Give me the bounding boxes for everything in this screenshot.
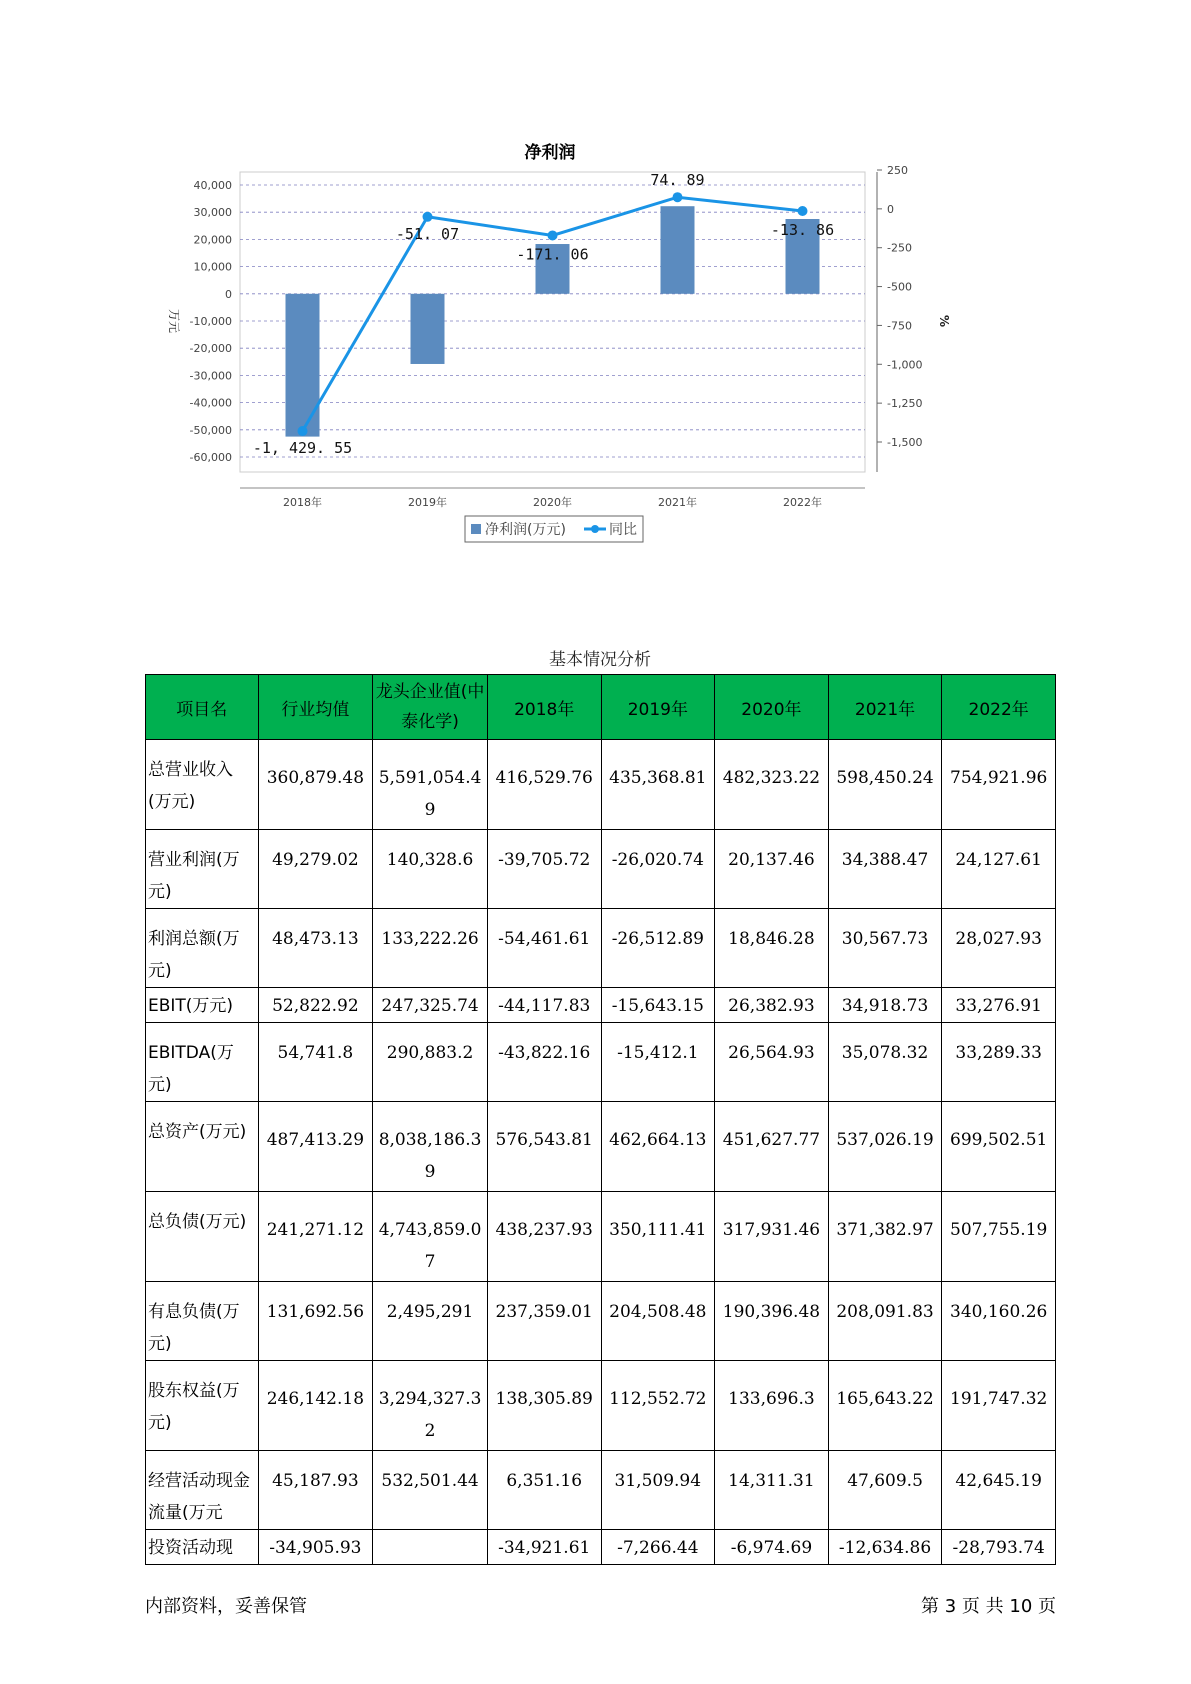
row-label-cell: 总负债(万元) — [146, 1192, 259, 1282]
table-cell: 47,609.5 — [828, 1451, 942, 1530]
table-cell: 699,502.51 — [942, 1102, 1056, 1192]
table-cell: -28,793.74 — [942, 1530, 1056, 1565]
header-item-name: 项目名 — [146, 675, 259, 740]
footer-page-number: 第 3 页 共 10 页 — [921, 1596, 1056, 1617]
y-tick-label: -40,000 — [189, 396, 232, 410]
y2-tick-label: 250 — [887, 164, 908, 177]
footer-confidential: 内部资料，妥善保管 — [145, 1596, 307, 1617]
y-tick-label: 0 — [225, 287, 232, 301]
row-label-cell: 营业利润(万元) — [146, 830, 259, 909]
table-cell: 507,755.19 — [942, 1192, 1056, 1282]
table-cell: 34,388.47 — [828, 830, 942, 909]
table-cell: 133,696.3 — [715, 1361, 829, 1451]
row-label-cell: 投资活动现 — [146, 1530, 259, 1565]
table-cell: -43,822.16 — [487, 1023, 601, 1102]
table-row — [146, 988, 1056, 1023]
table-cell: 54,741.8 — [258, 1023, 373, 1102]
header-2018: 2018年 — [487, 675, 601, 740]
table-cell: 131,692.56 — [258, 1282, 373, 1361]
table-cell: -7,266.44 — [601, 1530, 715, 1565]
table-cell: 340,160.26 — [942, 1282, 1056, 1361]
table-cell: 451,627.77 — [715, 1102, 829, 1192]
table-cell: 241,271.12 — [258, 1192, 373, 1282]
table-cell: 8,038,186.39 — [373, 1102, 488, 1192]
table-cell: 48,473.13 — [258, 909, 373, 988]
table-cell: 49,279.02 — [258, 830, 373, 909]
table-cell: 290,883.2 — [373, 1023, 488, 1102]
y-tick-label: -30,000 — [189, 369, 232, 383]
y-tick-label: 40,000 — [193, 179, 232, 192]
x-tick-label: 2019年 — [408, 496, 447, 509]
bar-net-profit — [661, 206, 695, 294]
table-cell: 438,237.93 — [487, 1192, 601, 1282]
header-2019: 2019年 — [601, 675, 715, 740]
table-cell: -34,921.61 — [487, 1530, 601, 1565]
x-tick-label: 2022年 — [783, 496, 822, 509]
header-2021: 2021年 — [828, 675, 942, 740]
table-row — [146, 740, 1056, 830]
line-point — [298, 426, 308, 436]
table-cell: 247,325.74 — [373, 988, 488, 1023]
y-tick-label: -10,000 — [189, 315, 232, 328]
table-cell: 754,921.96 — [942, 740, 1056, 830]
table-cell: 208,091.83 — [828, 1282, 942, 1361]
table-header-row — [146, 675, 1056, 740]
chart-legend — [465, 516, 643, 542]
y2-tick-label: -1,000 — [887, 358, 923, 372]
x-tick-label: 2018年 — [283, 496, 322, 509]
analysis-table — [145, 674, 1056, 1565]
table-cell: -15,412.1 — [601, 1023, 715, 1102]
table-row — [146, 1102, 1056, 1192]
table-row — [146, 1023, 1056, 1102]
y-tick-label: -50,000 — [189, 423, 232, 437]
table-cell: 598,450.24 — [828, 740, 942, 830]
table-cell: 2,495,291 — [373, 1282, 488, 1361]
header-2020: 2020年 — [715, 675, 829, 740]
bar-net-profit — [411, 294, 445, 364]
table-cell: 3,294,327.32 — [373, 1361, 488, 1451]
table-row — [146, 830, 1056, 909]
table-cell: 317,931.46 — [715, 1192, 829, 1282]
header-leader-value: 龙头企业值(中泰化学) — [373, 675, 488, 740]
table-cell: 133,222.26 — [373, 909, 488, 988]
y-axis-label: 万元 — [167, 308, 181, 334]
table-cell: 30,567.73 — [828, 909, 942, 988]
table-cell: 350,111.41 — [601, 1192, 715, 1282]
table-cell: 24,127.61 — [942, 830, 1056, 909]
table-cell: -54,461.61 — [487, 909, 601, 988]
y2-tick-label: -500 — [887, 280, 912, 294]
table-cell: 112,552.72 — [601, 1361, 715, 1451]
table-cell: 42,645.19 — [942, 1451, 1056, 1530]
line-point — [548, 230, 558, 240]
data-label: -13. 86 — [770, 221, 835, 240]
y2-tick-label: -750 — [887, 319, 912, 333]
data-label: -1, 429. 55 — [252, 439, 353, 458]
table-cell: 360,879.48 — [258, 740, 373, 830]
table-cell: 33,276.91 — [942, 988, 1056, 1023]
table-cell: 26,564.93 — [715, 1023, 829, 1102]
line-point — [798, 206, 808, 216]
table-cell: 4,743,859.07 — [373, 1192, 488, 1282]
chart-title: 净利润 — [524, 143, 576, 163]
table-row — [146, 1282, 1056, 1361]
y-tick-label: 10,000 — [193, 260, 232, 274]
y2-tick-label: -250 — [887, 241, 912, 255]
table-cell — [373, 1530, 488, 1565]
table-cell: -26,020.74 — [601, 830, 715, 909]
table-cell: 435,368.81 — [601, 740, 715, 830]
table-cell: -15,643.15 — [601, 988, 715, 1023]
table-caption: 基本情况分析 — [549, 650, 651, 670]
table-cell: 31,509.94 — [601, 1451, 715, 1530]
table-cell: 140,328.6 — [373, 830, 488, 909]
table-cell: -39,705.72 — [487, 830, 601, 909]
data-label: -51. 07 — [395, 224, 460, 243]
table-cell: 165,643.22 — [828, 1361, 942, 1451]
table-cell: -12,634.86 — [828, 1530, 942, 1565]
y-tick-label: -60,000 — [189, 451, 232, 464]
table-row — [146, 1530, 1056, 1565]
plot-frame — [240, 172, 865, 472]
table-cell: 487,413.29 — [258, 1102, 373, 1192]
x-tick-label: 2020年 — [533, 496, 572, 509]
table-cell: 482,323.22 — [715, 740, 829, 830]
table-cell: 6,351.16 — [487, 1451, 601, 1530]
y2-tick-label: 0 — [887, 202, 894, 216]
table-cell: 45,187.93 — [258, 1451, 373, 1530]
table-row — [146, 1192, 1056, 1282]
table-cell: 35,078.32 — [828, 1023, 942, 1102]
table-cell: 532,501.44 — [373, 1451, 488, 1530]
row-label-cell: 经营活动现金流量(万元 — [146, 1451, 259, 1530]
table-cell: -34,905.93 — [258, 1530, 373, 1565]
legend-line-label: 同比 — [609, 522, 637, 538]
table-cell: 34,918.73 — [828, 988, 942, 1023]
table-cell: 462,664.13 — [601, 1102, 715, 1192]
table-cell: 237,359.01 — [487, 1282, 601, 1361]
row-label-cell: 总营业收入(万元) — [146, 740, 259, 830]
y-tick-label: -20,000 — [189, 342, 232, 356]
table-cell: 18,846.28 — [715, 909, 829, 988]
table-cell: 190,396.48 — [715, 1282, 829, 1361]
table-cell: 416,529.76 — [487, 740, 601, 830]
row-label-cell: 股东权益(万元) — [146, 1361, 259, 1451]
table-cell: -44,117.83 — [487, 988, 601, 1023]
legend-bar-swatch — [471, 524, 481, 534]
row-label-cell: 总资产(万元) — [146, 1102, 259, 1192]
table-row — [146, 1361, 1056, 1451]
row-label-cell: 有息负债(万元) — [146, 1282, 259, 1361]
table-cell: 20,137.46 — [715, 830, 829, 909]
table-cell: 14,311.31 — [715, 1451, 829, 1530]
y-tick-label: 20,000 — [193, 233, 232, 247]
table-row — [146, 1451, 1056, 1530]
line-point — [423, 212, 433, 222]
table-cell: -26,512.89 — [601, 909, 715, 988]
y2-tick-label: -1,250 — [887, 397, 923, 411]
y2-tick-label: -1,500 — [887, 436, 923, 449]
table-cell: 5,591,054.49 — [373, 740, 488, 830]
table-row — [146, 909, 1056, 988]
x-tick-label: 2021年 — [658, 496, 697, 509]
line-point — [673, 192, 683, 202]
table-cell: 191,747.32 — [942, 1361, 1056, 1451]
table-cell: 138,305.89 — [487, 1361, 601, 1451]
table-cell: 246,142.18 — [258, 1361, 373, 1451]
table-cell: 26,382.93 — [715, 988, 829, 1023]
bar-net-profit — [286, 294, 320, 437]
table-cell: -6,974.69 — [715, 1530, 829, 1565]
row-label-cell: 利润总额(万元) — [146, 909, 259, 988]
row-label-cell: EBITDA(万元) — [146, 1023, 259, 1102]
row-label-cell: EBIT(万元) — [146, 988, 259, 1023]
table-cell: 52,822.92 — [258, 988, 373, 1023]
legend-bar-label: 净利润(万元) — [485, 522, 566, 538]
table-cell: 33,289.33 — [942, 1023, 1056, 1102]
table-cell: 28,027.93 — [942, 909, 1056, 988]
net-profit-chart — [150, 130, 1050, 600]
table-cell: 537,026.19 — [828, 1102, 942, 1192]
table-cell: 576,543.81 — [487, 1102, 601, 1192]
header-2022: 2022年 — [942, 675, 1056, 740]
legend-line-marker — [591, 525, 599, 533]
table-cell: 371,382.97 — [828, 1192, 942, 1282]
table-cell: 204,508.48 — [601, 1282, 715, 1361]
header-industry-avg: 行业均值 — [258, 675, 373, 740]
y-tick-label: 30,000 — [193, 206, 232, 220]
data-label: -171. 06 — [516, 245, 589, 264]
chart-canvas — [150, 130, 1050, 600]
y2-axis-label: % — [937, 314, 951, 328]
data-label: 74. 89 — [650, 171, 705, 190]
